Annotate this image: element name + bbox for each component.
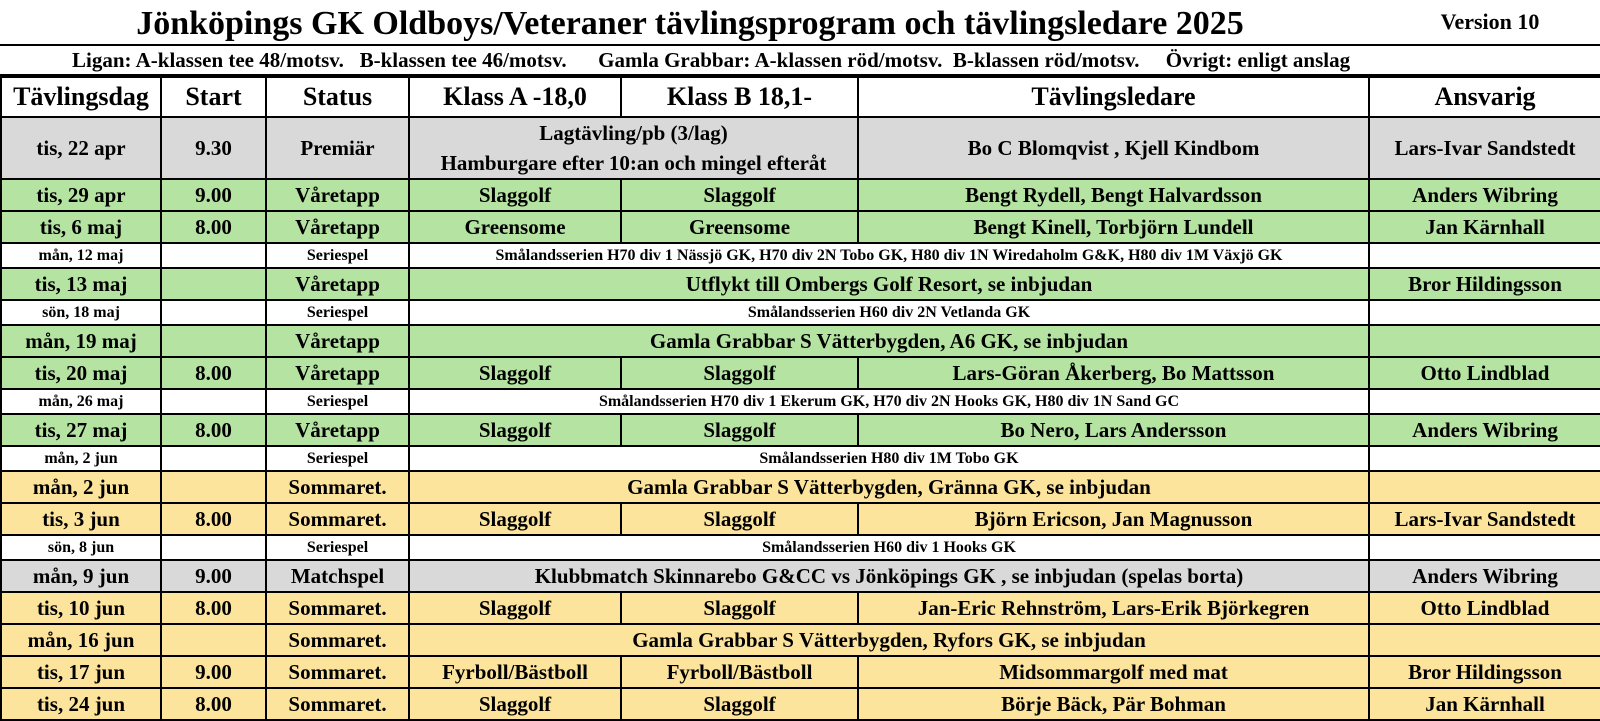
cell-status: Sommaret. <box>266 656 409 688</box>
cell-leaders: Bo C Blomqvist , Kjell Kindbom <box>858 117 1369 179</box>
table-row <box>1 389 1600 414</box>
cell-day: mån, 2 jun <box>1 446 161 471</box>
cell-class-b: Fyrboll/Bästboll <box>621 656 858 688</box>
cell-class-a: Slaggolf <box>409 414 621 446</box>
cell-event-span: Utflykt till Ombergs Golf Resort, se inbjudan <box>409 268 1369 300</box>
cell-status: Matchspel <box>266 560 409 592</box>
cell-leaders: Bengt Rydell, Bengt Halvardsson <box>858 179 1369 211</box>
cell-responsible <box>1369 300 1600 325</box>
cell-day: mån, 12 maj <box>1 243 161 268</box>
cell-leaders: Bo Nero, Lars Andersson <box>858 414 1369 446</box>
cell-day: tis, 17 jun <box>1 656 161 688</box>
cell-start <box>161 243 266 268</box>
col-header-start: Start <box>161 77 266 117</box>
col-header-status: Status <box>266 77 409 117</box>
cell-responsible <box>1369 325 1600 357</box>
cell-leaders: Börje Bäck, Pär Bohman <box>858 688 1369 720</box>
cell-class-a: Slaggolf <box>409 688 621 720</box>
cell-status: Sommaret. <box>266 471 409 503</box>
table-header-row <box>1 77 1600 117</box>
col-header-day: Tävlingsdag <box>1 77 161 117</box>
table-row <box>1 446 1600 471</box>
cell-start: 8.00 <box>161 357 266 389</box>
cell-status: Våretapp <box>266 357 409 389</box>
schedule-table <box>0 76 1600 721</box>
cell-responsible: Jan Kärnhall <box>1369 211 1600 243</box>
table-row <box>1 268 1600 300</box>
cell-status: Seriespel <box>266 300 409 325</box>
cell-day: tis, 27 maj <box>1 414 161 446</box>
cell-day: sön, 8 jun <box>1 535 161 560</box>
tee-rules-line: Ligan: A-klassen tee 48/motsv. B-klassen tee 46/motsv. Gamla Grabbar: A-klassen röd/motsv. B-klassen röd/motsv. Övrigt: enligt anslag <box>0 46 1600 76</box>
version-label: Version 10 <box>1440 9 1540 34</box>
table-row <box>1 117 1600 179</box>
cell-event-span: Smålandsserien H70 div 1 Nässjö GK, H70 div 2N Tobo GK, H80 div 1N Wiredaholm G&K, H80 div 1M Växjö GK <box>409 243 1369 268</box>
cell-class-b: Greensome <box>621 211 858 243</box>
cell-class-b: Slaggolf <box>621 357 858 389</box>
cell-start: 8.00 <box>161 688 266 720</box>
cell-responsible: Jan Kärnhall <box>1369 688 1600 720</box>
cell-status: Seriespel <box>266 535 409 560</box>
cell-class-b: Slaggolf <box>621 179 858 211</box>
cell-status: Seriespel <box>266 446 409 471</box>
cell-day: tis, 22 apr <box>1 117 161 179</box>
cell-start: 8.00 <box>161 592 266 624</box>
cell-class-a: Greensome <box>409 211 621 243</box>
cell-class-b: Slaggolf <box>621 503 858 535</box>
table-row <box>1 535 1600 560</box>
table-row <box>1 414 1600 446</box>
cell-leaders: Björn Ericson, Jan Magnusson <box>858 503 1369 535</box>
cell-responsible <box>1369 446 1600 471</box>
page-title: Jönköpings GK Oldboys/Veteraner tävlingsprogram och tävlingsledare 2025 <box>136 5 1244 42</box>
cell-class-b: Slaggolf <box>621 592 858 624</box>
cell-class-a: Slaggolf <box>409 503 621 535</box>
cell-responsible <box>1369 624 1600 656</box>
table-row <box>1 471 1600 503</box>
cell-responsible <box>1369 243 1600 268</box>
cell-class-a: Slaggolf <box>409 592 621 624</box>
table-row <box>1 357 1600 389</box>
col-header-class-b: Klass B 18,1- <box>621 77 858 117</box>
table-row <box>1 179 1600 211</box>
table-row <box>1 211 1600 243</box>
title-row <box>0 0 1600 46</box>
cell-status: Sommaret. <box>266 503 409 535</box>
cell-event-span: Smålandsserien H60 div 2N Vetlanda GK <box>409 300 1369 325</box>
cell-day: tis, 10 jun <box>1 592 161 624</box>
cell-start: 8.00 <box>161 211 266 243</box>
cell-class-a: Fyrboll/Bästboll <box>409 656 621 688</box>
cell-class-a: Slaggolf <box>409 357 621 389</box>
cell-class-b: Slaggolf <box>621 414 858 446</box>
cell-status: Sommaret. <box>266 624 409 656</box>
cell-start: 9.00 <box>161 560 266 592</box>
cell-leaders: Bengt Kinell, Torbjörn Lundell <box>858 211 1369 243</box>
cell-status: Sommaret. <box>266 592 409 624</box>
cell-responsible: Anders Wibring <box>1369 179 1600 211</box>
cell-start <box>161 471 266 503</box>
col-header-leaders: Tävlingsledare <box>858 77 1369 117</box>
cell-start <box>161 389 266 414</box>
cell-event-span: Smålandsserien H70 div 1 Ekerum GK, H70 div 2N Hooks GK, H80 div 1N Sand GC <box>409 389 1369 414</box>
cell-event-span: Gamla Grabbar S Vätterbygden, A6 GK, se inbjudan <box>409 325 1369 357</box>
cell-status: Våretapp <box>266 325 409 357</box>
cell-day: mån, 16 jun <box>1 624 161 656</box>
cell-day: tis, 3 jun <box>1 503 161 535</box>
cell-responsible: Bror Hildingsson <box>1369 268 1600 300</box>
cell-status: Våretapp <box>266 268 409 300</box>
cell-status: Våretapp <box>266 211 409 243</box>
cell-responsible: Anders Wibring <box>1369 560 1600 592</box>
table-row <box>1 688 1600 720</box>
table-row <box>1 656 1600 688</box>
cell-event-span: Gamla Grabbar S Vätterbygden, Ryfors GK, se inbjudan <box>409 624 1369 656</box>
cell-day: mån, 19 maj <box>1 325 161 357</box>
merged-line-2: Hamburgare efter 10:an och mingel efteråt <box>440 151 827 175</box>
table-row <box>1 300 1600 325</box>
cell-start <box>161 268 266 300</box>
cell-class-a: Slaggolf <box>409 179 621 211</box>
cell-day: tis, 20 maj <box>1 357 161 389</box>
cell-leaders: Lars-Göran Åkerberg, Bo Mattsson <box>858 357 1369 389</box>
cell-responsible: Bror Hildingsson <box>1369 656 1600 688</box>
cell-status: Våretapp <box>266 414 409 446</box>
cell-start <box>161 300 266 325</box>
cell-classes-merged <box>409 117 858 179</box>
table-row <box>1 560 1600 592</box>
cell-start <box>161 325 266 357</box>
cell-leaders: Midsommargolf med mat <box>858 656 1369 688</box>
table-row <box>1 503 1600 535</box>
table-row <box>1 592 1600 624</box>
merged-line-1: Lagtävling/pb (3/lag) <box>539 121 728 145</box>
table-row <box>1 624 1600 656</box>
cell-day: tis, 13 maj <box>1 268 161 300</box>
table-row <box>1 243 1600 268</box>
cell-start <box>161 535 266 560</box>
cell-status: Seriespel <box>266 243 409 268</box>
cell-status: Våretapp <box>266 179 409 211</box>
cell-day: tis, 29 apr <box>1 179 161 211</box>
cell-start: 8.00 <box>161 503 266 535</box>
cell-class-b: Slaggolf <box>621 688 858 720</box>
cell-day: tis, 24 jun <box>1 688 161 720</box>
cell-status: Seriespel <box>266 389 409 414</box>
cell-event-span: Smålandsserien H80 div 1M Tobo GK <box>409 446 1369 471</box>
cell-responsible: Lars-Ivar Sandstedt <box>1369 503 1600 535</box>
cell-day: mån, 26 maj <box>1 389 161 414</box>
cell-start: 9.00 <box>161 656 266 688</box>
cell-day: sön, 18 maj <box>1 300 161 325</box>
cell-event-span: Gamla Grabbar S Vätterbygden, Gränna GK, se inbjudan <box>409 471 1369 503</box>
col-header-class-a: Klass A -18,0 <box>409 77 621 117</box>
cell-responsible <box>1369 535 1600 560</box>
cell-start: 9.30 <box>161 117 266 179</box>
cell-status: Premiär <box>266 117 409 179</box>
cell-start: 9.00 <box>161 179 266 211</box>
cell-responsible: Anders Wibring <box>1369 414 1600 446</box>
cell-responsible <box>1369 389 1600 414</box>
cell-responsible: Otto Lindblad <box>1369 592 1600 624</box>
cell-start: 8.00 <box>161 414 266 446</box>
cell-event-span: Klubbmatch Skinnarebo G&CC vs Jönköpings GK , se inbjudan (spelas borta) <box>409 560 1369 592</box>
cell-day: tis, 6 maj <box>1 211 161 243</box>
cell-start <box>161 446 266 471</box>
cell-responsible: Otto Lindblad <box>1369 357 1600 389</box>
table-row <box>1 325 1600 357</box>
cell-day: mån, 2 jun <box>1 471 161 503</box>
cell-leaders: Jan-Eric Rehnström, Lars-Erik Björkegren <box>858 592 1369 624</box>
cell-start <box>161 624 266 656</box>
cell-status: Sommaret. <box>266 688 409 720</box>
col-header-responsible: Ansvarig <box>1369 77 1600 117</box>
cell-day: mån, 9 jun <box>1 560 161 592</box>
cell-responsible <box>1369 471 1600 503</box>
cell-responsible: Lars-Ivar Sandstedt <box>1369 117 1600 179</box>
cell-event-span: Smålandsserien H60 div 1 Hooks GK <box>409 535 1369 560</box>
